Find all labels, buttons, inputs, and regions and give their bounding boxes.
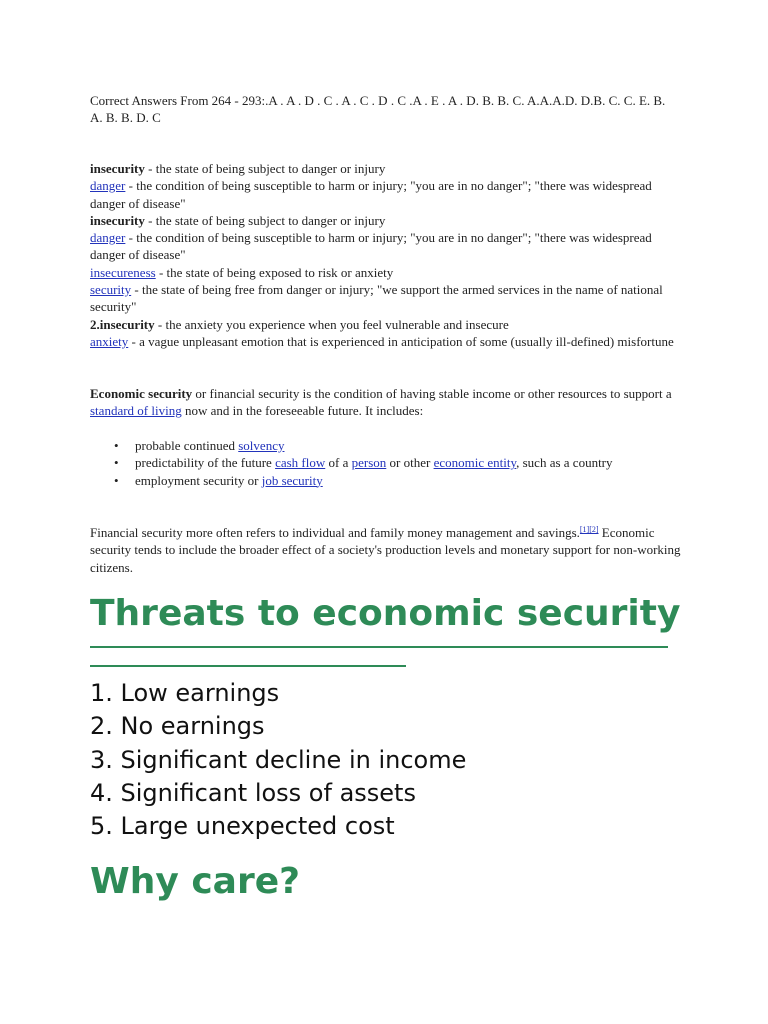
definition-text: - the condition of being susceptible to harm or injury; "you are in no danger"; "there was widespread danger of disease" xyxy=(90,178,652,211)
economic-security-term: Economic security xyxy=(90,386,193,401)
threat-item: 4. Significant loss of assets xyxy=(90,778,416,807)
definition-text: - the state of being subject to danger or injury xyxy=(144,161,386,176)
definition-text: - the state of being exposed to risk or anxiety xyxy=(155,264,394,280)
list-item-text: , such as a country xyxy=(516,455,613,471)
list-item xyxy=(90,454,670,471)
definition-text: - the condition of being susceptible to harm or injury; "you are in no danger"; "there was widespread danger of disease" xyxy=(90,230,652,263)
economic-security-paragraph xyxy=(90,385,690,420)
citation-link[interactable]: [1][2] xyxy=(579,525,599,534)
definition-text: - the state of being subject to danger or injury xyxy=(144,212,386,228)
list-item-text: probable continued xyxy=(135,438,239,453)
standard-of-living-link[interactable]: standard of living xyxy=(90,403,182,419)
threat-item: 3. Significant decline in income xyxy=(90,745,467,774)
definition-entry xyxy=(90,212,690,229)
definition-term: insecurity xyxy=(90,212,145,228)
paragraph-text: Economic security tends to include the broader effect of a society's production levels and monetary support for non-working citizens. xyxy=(90,525,681,575)
definition-text: - a vague unpleasant emotion that is experienced in anticipation of some (usually ill-defined) misfortune xyxy=(128,333,674,349)
why-care-heading: Why care? xyxy=(90,861,301,902)
definition-text: - the anxiety you experience when you feel vulnerable and insecure xyxy=(154,316,509,332)
definition-term: insecurity xyxy=(90,161,145,176)
financial-security-paragraph xyxy=(90,524,690,576)
definition-link-danger[interactable]: danger xyxy=(90,230,126,246)
definition-entry xyxy=(90,177,690,212)
heading-underline xyxy=(90,646,668,648)
paragraph-text: or financial security is the condition of having stable income or other resources to support a xyxy=(192,386,672,401)
answer-key: Correct Answers From 264 - 293:.A . A . D . C . A . C . D . C .A . E . A . D. B. B. C. A.A.A.D. D.B. C. C. E. B. A. B. B. D. C xyxy=(90,93,666,125)
threats-heading: Threats to economic security xyxy=(90,593,681,634)
definition-link-danger[interactable]: danger xyxy=(90,178,126,194)
person-link[interactable]: person xyxy=(351,455,387,471)
definition-link-anxiety[interactable]: anxiety xyxy=(90,333,129,349)
threat-item: 2. No earnings xyxy=(90,712,265,741)
cash-flow-link[interactable]: cash flow xyxy=(275,455,326,471)
threats-list xyxy=(90,677,466,843)
list-item-text: predictability of the future xyxy=(135,455,276,471)
definition-entry xyxy=(90,229,690,264)
definition-entry xyxy=(90,333,690,350)
economic-entity-link[interactable]: economic entity xyxy=(433,455,517,471)
list-item-text: of a xyxy=(325,455,352,471)
paragraph-text: now and in the foreseeable future. It includes: xyxy=(181,403,424,419)
list-item-text: employment security or xyxy=(135,472,262,488)
list-item xyxy=(90,437,670,454)
list-item xyxy=(90,472,670,489)
definition-entry xyxy=(90,316,690,333)
definition-term: 2.insecurity xyxy=(90,316,155,332)
job-security-link[interactable]: job security xyxy=(261,472,323,488)
definition-entry xyxy=(90,264,690,281)
includes-list xyxy=(90,437,670,489)
definition-entry xyxy=(90,160,690,177)
paragraph-text: Financial security more often refers to individual and family money management and savings. xyxy=(90,525,580,540)
definition-link-insecureness[interactable]: insecureness xyxy=(90,264,156,280)
definition-link-security[interactable]: security xyxy=(90,282,132,298)
definitions-block xyxy=(90,160,690,350)
heading-underline xyxy=(90,665,406,667)
definition-entry xyxy=(90,281,690,316)
list-item-text: or other xyxy=(386,455,434,471)
threat-item: 1. Low earnings xyxy=(90,679,280,707)
solvency-link[interactable]: solvency xyxy=(238,438,285,453)
definition-text: - the state of being free from danger or injury; "we support the armed services in the name of national security" xyxy=(90,282,663,315)
threat-item: 5. Large unexpected cost xyxy=(90,812,395,841)
